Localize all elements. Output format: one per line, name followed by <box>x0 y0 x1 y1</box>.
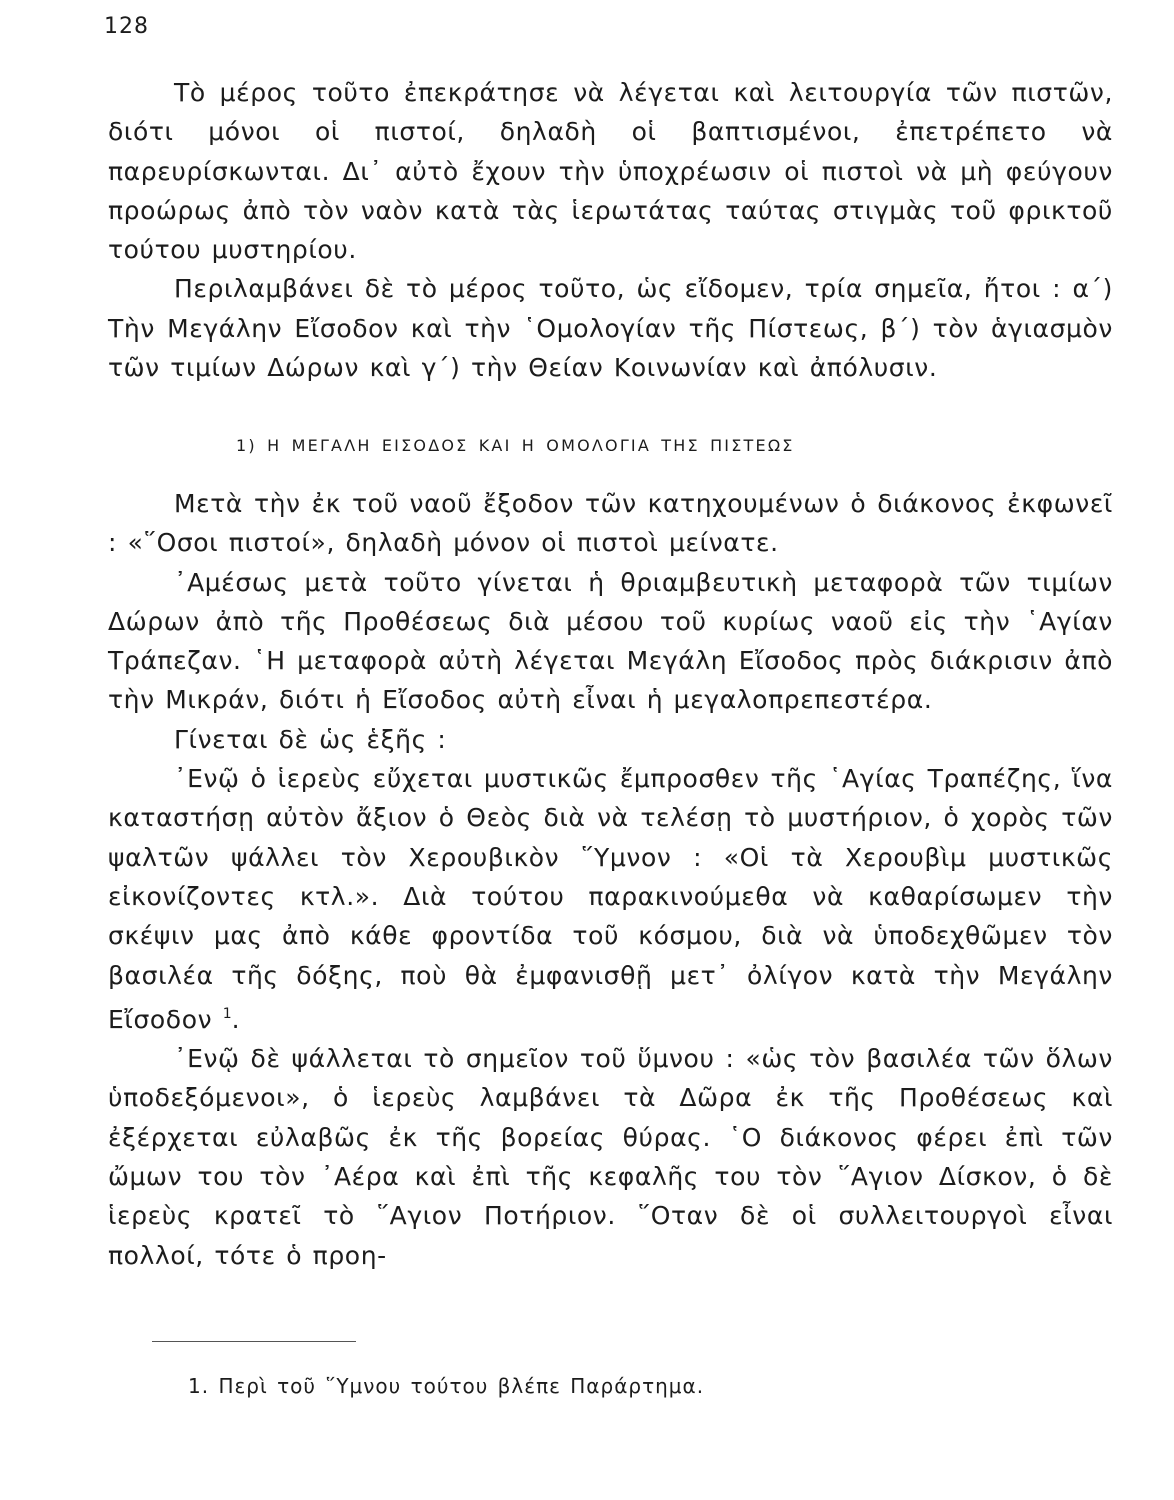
footnote-reference: 1 <box>222 1005 232 1022</box>
paragraph: Τὸ μέρος τοῦτο ἐπεκράτησε νὰ λέγεται καὶ λειτουργία τῶν πιστῶν, διότι μόνοι οἱ πιστοί, δηλαδὴ οἱ βαπτισμένοι, ἐπετρέπετο νὰ παρευρίσκωνται. Δι᾽ αὐτὸ ἔχουν τὴν ὑποχρέωσιν οἱ πιστοὶ νὰ μὴ φεύγουν προώρως ἀπὸ τὸν ναὸν κατὰ τὰς ἱερωτάτας ταύτας στιγμὰς τοῦ φρικτοῦ τούτου μυστηρίου. <box>108 78 1113 265</box>
paragraph: ᾽Αμέσως μετὰ τοῦτο γίνεται ἡ θριαμβευτικὴ μεταφορὰ τῶν τιμίων Δώρων ἀπὸ τῆς Προθέσεως διὰ μέσου τοῦ κυρίως ναοῦ εἰς τὴν ῾Αγίαν Τράπεζαν. ῾Η μεταφορὰ αὐτὴ λέγεται Μεγάλη Εἴσοδος πρὸς διάκρισιν ἀπὸ τὴν Μικράν, διότι ἡ Εἴσοδος αὐτὴ εἶναι ἡ μεγαλοπρεπεστέρα. <box>108 567 1113 715</box>
section-text-block <box>108 484 1113 1275</box>
paragraph: Γίνεται δὲ ὡς ἑξῆς : <box>174 724 447 754</box>
paragraph-text: ᾽Ενῷ ὁ ἱερεὺς εὔχεται μυστικῶς ἔμπροσθεν τῆς ῾Αγίας Τραπέζης, ἵνα καταστήσῃ αὐτὸν ἄξιον ὁ Θεὸς διὰ νὰ τελέσῃ τὸ μυστήριον, ὁ χορὸς τῶν ψαλτῶν ψάλλει τὸν Χερουβικὸν ῞Υμνον : «Οἱ τὰ Χερουβὶμ μυστικῶς εἰκονίζοντες κτλ.». Διὰ τούτου παρακινούμεθα νὰ καθαρίσωμεν τὴν σκέψιν μας ἀπὸ κάθε φροντίδα τοῦ κόσμου, διὰ νὰ ὑποδεχθῶμεν τὸν βασιλέα τῆς δόξης, ποὺ θὰ ἐμφανισθῇ μετ᾽ ὀλίγον κατὰ τὴν Μεγάλην Εἴσοδον <box>108 764 1113 1034</box>
section-heading: 1) Η ΜΕΓΑΛΗ ΕΙΣΟΔΟΣ ΚΑΙ Η ΟΜΟΛΟΓΙΑ ΤΗΣ ΠΙΣΤΕΩΣ <box>236 436 795 455</box>
paragraph: ᾽Ενῷ δὲ ψάλλεται τὸ σημεῖον τοῦ ὕμνου : «ὡς τὸν βασιλέα τῶν ὅλων ὑποδεξόμενοι», ὁ ἱερεὺς λαμβάνει τὰ Δῶρα ἐκ τῆς Προθέσεως καὶ ἐξέρχεται εὐλαβῶς ἐκ τῆς βορείας θύρας. ῾Ο διάκονος φέρει ἐπὶ τῶν ὤμων του τὸν ᾽Αέρα καὶ ἐπὶ τῆς κεφαλῆς του τὸν ῞Αγιον Δίσκον, ὁ δὲ ἱερεὺς κρατεῖ τὸ ῞Αγιον Ποτήριον. ῞Οταν δὲ οἱ συλλειτουργοὶ εἶναι πολλοί, τότε ὁ προη- <box>108 1044 1113 1270</box>
footnote: 1. Περὶ τοῦ ῞Υμνου τούτου βλέπε Παράρτημα. <box>188 1374 705 1398</box>
paragraph: Μετὰ τὴν ἐκ τοῦ ναοῦ ἔξοδον τῶν κατηχουμένων ὁ διάκονος ἐκφωνεῖ : «῞Οσοι πιστοί», δηλαδὴ μόνον οἱ πιστοὶ μείνατε. <box>108 489 1113 558</box>
intro-text-block <box>108 73 1113 387</box>
footnote-divider <box>152 1341 356 1342</box>
sentence-end: . <box>231 1004 241 1034</box>
paragraph: Περιλαμβάνει δὲ τὸ μέρος τοῦτο, ὡς εἴδομεν, τρία σημεῖα, ἤτοι : α΄) Τὴν Μεγάλην Εἴσοδον καὶ τὴν ῾Ομολογίαν τῆς Πίστεως, β΄) τὸν ἁγιασμὸν τῶν τιμίων Δώρων καὶ γ΄) τὴν Θείαν Κοινωνίαν καὶ ἀπόλυσιν. <box>108 274 1113 383</box>
page-number: 128 <box>104 14 149 39</box>
paragraph-with-footnote <box>108 759 1113 1039</box>
